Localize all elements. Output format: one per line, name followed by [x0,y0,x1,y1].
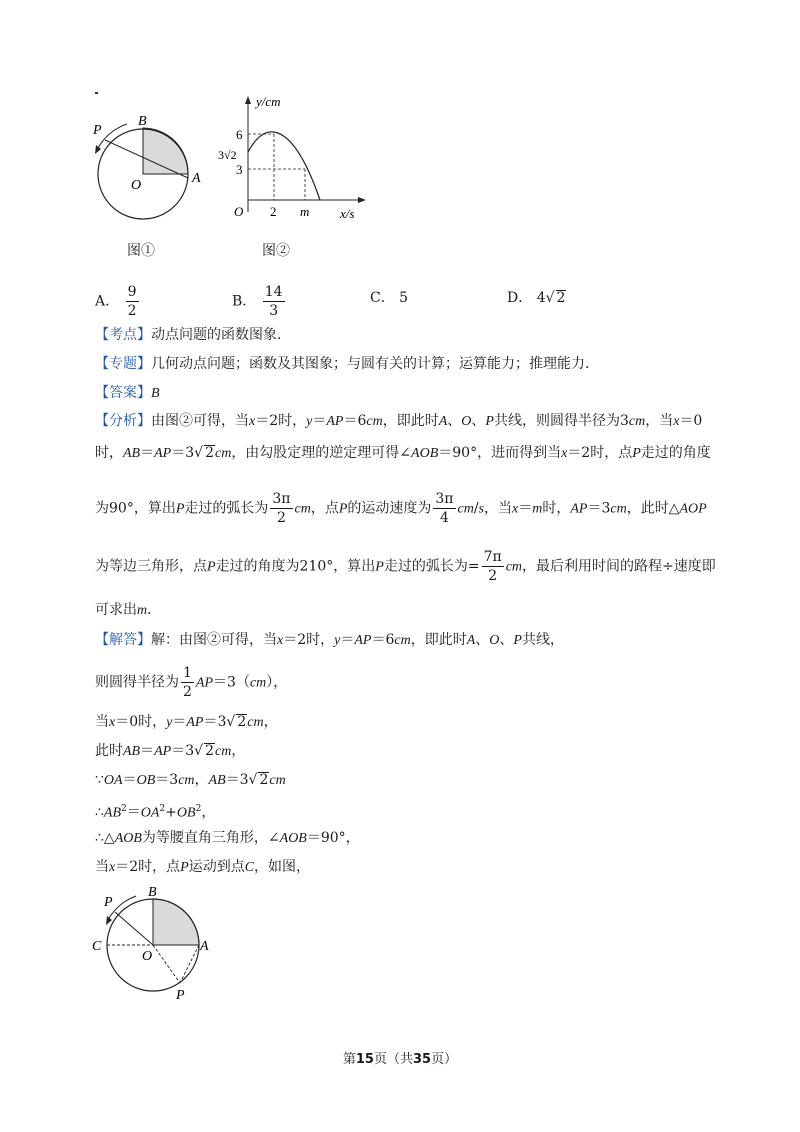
option-c[interactable]: C． 5 [370,290,409,306]
jieda-line-2: 则圆得半径为 $\frac{1}{2}$ AP＝3（cm）， [95,665,288,700]
jieda-line-8: 当x＝2时，点P运动到点C，如图， [95,859,311,875]
fig3-label-b: B [148,885,157,900]
fig3-label-p-top: P [104,895,113,910]
fig3-label-o: O [142,949,153,964]
fig2-x-tick-m: m [300,204,310,219]
footer-page-number: 15 [355,1052,374,1067]
figure-2-graph [210,92,370,222]
jieda-line-3: 当x＝0时，y＝AP＝3√ 2cm， [95,714,278,730]
fenxi-tag: 【分析】 [95,413,151,429]
jieda-line-5: ∵OA＝OB＝3cm，AB＝3√ 2cm [95,772,286,788]
jieda-line-1: 【解答】解：由图②可得，当x＝2时，y＝AP＝6cm，即此时A、O、P共线， [95,632,564,648]
fig2-y-tick-3root2: 3√2 [218,148,237,162]
fig2-x-axis-label: x/s [340,206,355,221]
fig1-caption: 图① [127,243,155,259]
dot-mark [95,92,98,94]
fenxi-line-2: 时，AB＝AP＝3√ 2cm，由勾股定理的逆定理可得∠AOB＝90°，进而得到当x＝2时，点P走过的角度 [95,445,711,461]
zhuanti-tag: 【专题】 [95,356,151,372]
jieda-line-6: $\therefore AB^2=OA^2+OB^2$， [95,804,216,821]
figure-1-circle [85,112,215,237]
fig2-y-axis-label: y/cm [256,94,281,109]
answer-line: 【答案】B [95,385,160,401]
zhuanti-line: 【专题】几何动点问题；函数及其图象；与圆有关的计算；运算能力；推理能力． [95,356,599,372]
fig2-caption: 图② [262,243,290,259]
fenxi-line-1: 【分析】由图②可得，当x＝2时，y＝AP＝6cm，即此时A、O、P共线，则圆得半径为3cm，当x＝0 [95,413,703,429]
jieda-tag: 【解答】 [95,632,151,648]
option-a[interactable]: A． $\frac{9}{2}$ [95,284,137,319]
fig1-label-b: B [138,114,147,129]
fenxi-line-4: 为等边三角形，点P走过的角度为210°，算出P走过的弧长为= $\frac{7\pi}{2}$ cm，最后利用时间的路程÷速度即 [95,549,716,584]
jieda-line-7: ∴△AOB为等腰直角三角形，∠AOB＝90°， [95,830,360,846]
figure-3-circle [88,882,218,1007]
page-footer: 第15页（共35页） [342,1052,458,1067]
fenxi-line-5: 可求出m． [95,602,162,618]
fig2-origin: O [234,204,244,219]
jieda-line-4: 此时AB＝AP＝3√ 2cm， [95,743,246,759]
fig2-y-tick-3: 3 [236,162,243,177]
kaodian-line: 【考点】动点问题的函数图象． [95,327,291,343]
fig3-label-p-bottom: P [176,988,185,1003]
fig2-y-tick-6: 6 [236,127,243,142]
option-b[interactable]: B． $\frac{14}{3}$ [232,284,283,319]
fig1-label-o: O [131,178,142,193]
answer-tag: 【答案】 [95,385,151,401]
fig3-label-c: C [92,939,102,954]
kaodian-tag: 【考点】 [95,327,151,343]
option-d[interactable]: D． 4√ 2 [507,290,566,306]
fig1-label-p: P [93,123,102,138]
fig2-x-tick-2: 2 [270,204,277,219]
footer-total-pages: 35 [413,1052,432,1067]
fig3-label-a: A [200,939,209,954]
fenxi-line-3: 为90°，算出P走过的弧长为 $\frac{3\pi}{2}$ cm，点P的运动速度为 $\frac{3\pi}{4}$ cm/s，当x＝m时，AP＝3cm，此时△AOP [95,491,707,526]
fig1-label-a: A [192,171,201,186]
